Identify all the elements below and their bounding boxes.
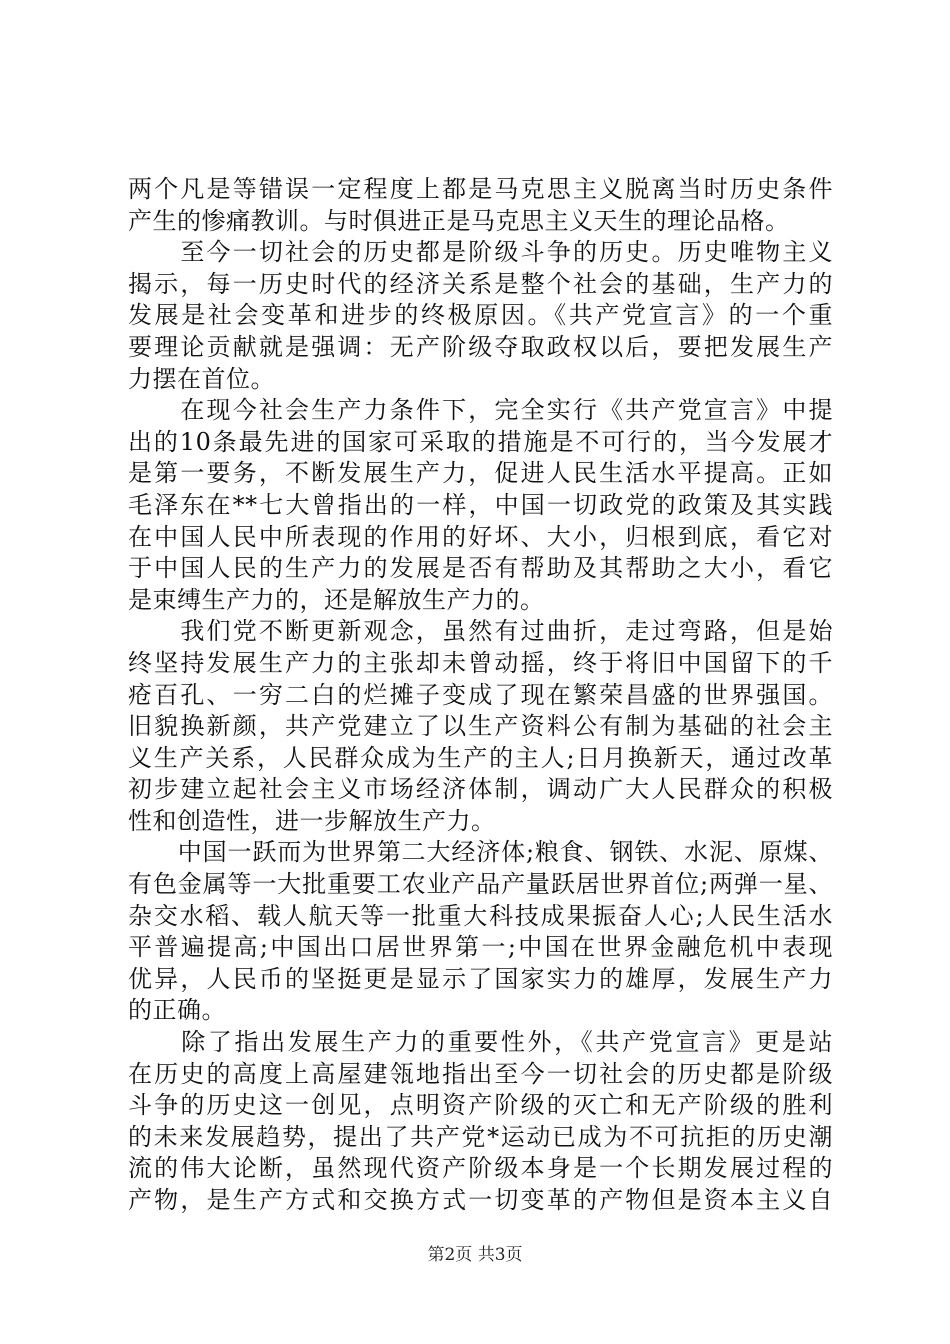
text-line: 是第一要务，不断发展生产力，促进人民生活水平提高。正如 [128,459,833,488]
text-line: 发展是社会变革和进步的终极原因。《共产党宣言》的一个重 [128,301,833,330]
text-line: 力摆在首位。 [128,364,275,393]
text-line: 终坚持发展生产力的主张却未曾动摇，终于将旧中国留下的千 [128,648,833,677]
text-line: 毛泽东在**七大曾指出的一样，中国一切政党的政策及其实践 [128,490,833,519]
text-line: 斗争的历史这一创见，点明资产阶级的灭亡和无产阶级的胜利 [128,1091,833,1120]
text-line: 义生产关系，人民群众成为生产的主人;日月换新天，通过改革 [128,743,833,772]
text-line: 我们党不断更新观念，虽然有过曲折，走过弯路，但是始 [128,617,833,646]
text-line: 流的伟大论断，虽然现代资产阶级本身是一个长期发展过程的 [128,1154,833,1183]
text-line: 至今一切社会的历史都是阶级斗争的历史。历史唯物主义 [128,238,833,267]
text-line: 中国一跃而为世界第二大经济体;粮食、钢铁、水泥、原煤、 [128,838,833,867]
text-line: 有色金属等一大批重要工农业产品产量跃居世界首位;两弹一星、 [128,870,833,899]
text-line: 揭示，每一历史时代的经济关系是整个社会的基础，生产力的 [128,269,833,298]
text-line: 疮百孔、一穷二白的烂摊子变成了现在繁荣昌盛的世界强国。 [128,680,833,709]
text-line: 的未来发展趋势，提出了共产党*运动已成为不可抗拒的历史潮 [128,1122,833,1151]
text-line: 在现今社会生产力条件下，完全实行《共产党宣言》中提 [128,396,833,425]
text-line: 杂交水稻、载人航天等一批重大科技成果振奋人心;人民生活水 [128,901,833,930]
text-line: 的正确。 [128,996,226,1025]
text-line: 在中国人民中所表现的作用的好坏、大小，归根到底，看它对 [128,522,833,551]
text-line: 产生的惨痛教训。与时俱进正是马克思主义天生的理论品格。 [128,206,790,235]
text-line: 出的10条最先进的国家可采取的措施是不可行的，当今发展才 [128,427,833,456]
text-line: 性和创造性，进一步解放生产力。 [128,806,496,835]
text-line: 优异，人民币的坚挺更是显示了国家实力的雄厚，发展生产力 [128,964,833,993]
text-line: 除了指出发展生产力的重要性外，《共产党宣言》更是站 [128,1028,833,1057]
text-line: 要理论贡献就是强调：无产阶级夺取政权以后，要把发展生产 [128,332,833,361]
text-line: 旧貌换新颜，共产党建立了以生产资料公有制为基础的社会主 [128,712,833,741]
text-line: 是束缚生产力的，还是解放生产力的。 [128,585,545,614]
text-line: 产物，是生产方式和交换方式一切变革的产物但是资本主义自 [128,1186,833,1214]
text-line: 于中国人民的生产力的发展是否有帮助及其帮助之大小，看它 [128,554,833,583]
page-footer: 第2页 共3页 [427,1245,523,1265]
text-line: 初步建立起社会主义市场经济体制，调动广大人民群众的积极 [128,775,833,804]
document-body [128,174,833,1217]
text-line: 在历史的高度上高屋建瓴地指出至今一切社会的历史都是阶级 [128,1059,833,1088]
text-line: 两个凡是等错误一定程度上都是马克思主义脱离当时历史条件 [128,175,833,203]
text-line: 平普遍提高;中国出口居世界第一;中国在世界金融危机中表现 [128,933,833,962]
